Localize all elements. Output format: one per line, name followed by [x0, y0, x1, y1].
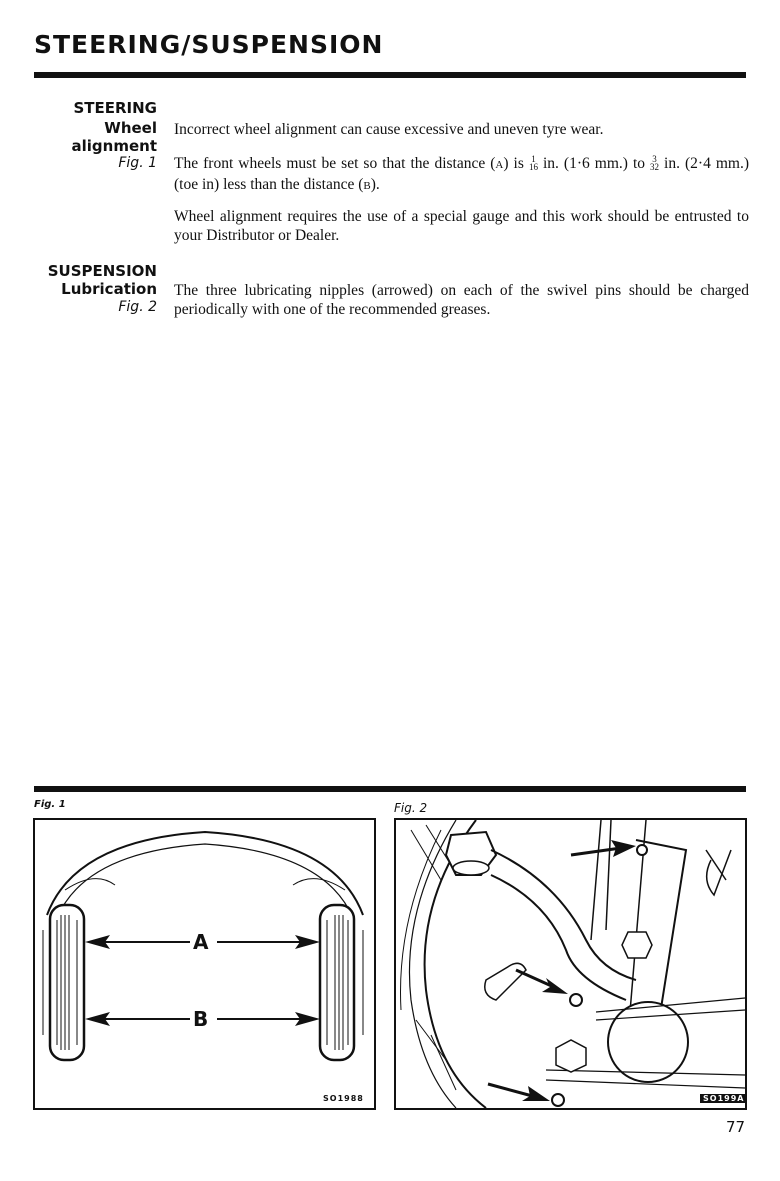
nipple-top — [637, 845, 647, 855]
page-title: STEERING/SUSPENSION — [34, 30, 384, 59]
arrow-top — [571, 840, 636, 857]
steering-para-1: Incorrect wheel alignment can cause excessive and uneven tyre wear. — [174, 121, 604, 138]
arrow-bottom — [488, 1084, 550, 1101]
fig2-swivel-pin-diagram — [394, 818, 747, 1110]
steering-para-2 — [174, 154, 749, 196]
steering-fig-ref: Fig. 1 — [118, 155, 157, 171]
fig1-label: Fig. 1 — [34, 799, 66, 810]
frac1-num: 1 — [531, 154, 536, 164]
para2-part-b: ) is — [503, 155, 529, 172]
wheel-label: Wheel — [104, 119, 157, 137]
fig1-wheel-alignment-diagram — [33, 818, 376, 1110]
figure-rule — [34, 786, 746, 792]
arrow-middle — [516, 970, 568, 994]
fig1-letter-b: B — [193, 1007, 209, 1031]
suspension-fig-ref: Fig. 2 — [118, 299, 157, 315]
fig1-code: SO1988 — [323, 1094, 364, 1103]
top-rule — [34, 72, 746, 78]
page-number: 77 — [726, 1118, 746, 1136]
frac1-den: 16 — [528, 162, 538, 172]
para2-part-a: The front wheels must be set so that the distance ( — [174, 155, 496, 172]
frac2-den: 32 — [650, 162, 660, 172]
fig1-svg — [35, 820, 374, 1108]
suspension-para-1: The three lubricating nipples (arrowed) on each of the swivel pins should be charged periodically with one of the recommended greases. — [174, 282, 749, 318]
steering-para-3: Wheel alignment requires the use of a special gauge and this work should be entrusted to your Distributor or Dealer. — [174, 208, 749, 244]
fig2-svg — [396, 820, 745, 1108]
left-tyre — [43, 905, 84, 1060]
right-tyre — [320, 905, 363, 1060]
distance-b-ref: B — [363, 180, 371, 192]
fraction-1-16 — [529, 155, 538, 171]
frac2-num: 3 — [652, 154, 657, 164]
para2-part-c: in. (1·6 mm.) to — [537, 155, 651, 172]
distance-a-ref: A — [495, 159, 504, 171]
fraction-3-32 — [650, 155, 659, 171]
fig1-letter-a: A — [193, 930, 209, 954]
para2-part-e: ). — [370, 176, 380, 193]
lubrication-label: Lubrication — [61, 280, 157, 298]
nipple-bottom — [552, 1094, 564, 1106]
para2-part-d: in. (2·4 mm.) (toe in) less than the distance ( — [174, 155, 750, 193]
fig2-label: Fig. 2 — [394, 801, 428, 815]
steering-heading: STEERING — [73, 99, 157, 117]
nipple-middle — [570, 994, 582, 1006]
suspension-heading: SUSPENSION — [47, 262, 157, 280]
alignment-label: alignment — [71, 137, 157, 155]
fig2-code: SO199A — [700, 1094, 747, 1103]
